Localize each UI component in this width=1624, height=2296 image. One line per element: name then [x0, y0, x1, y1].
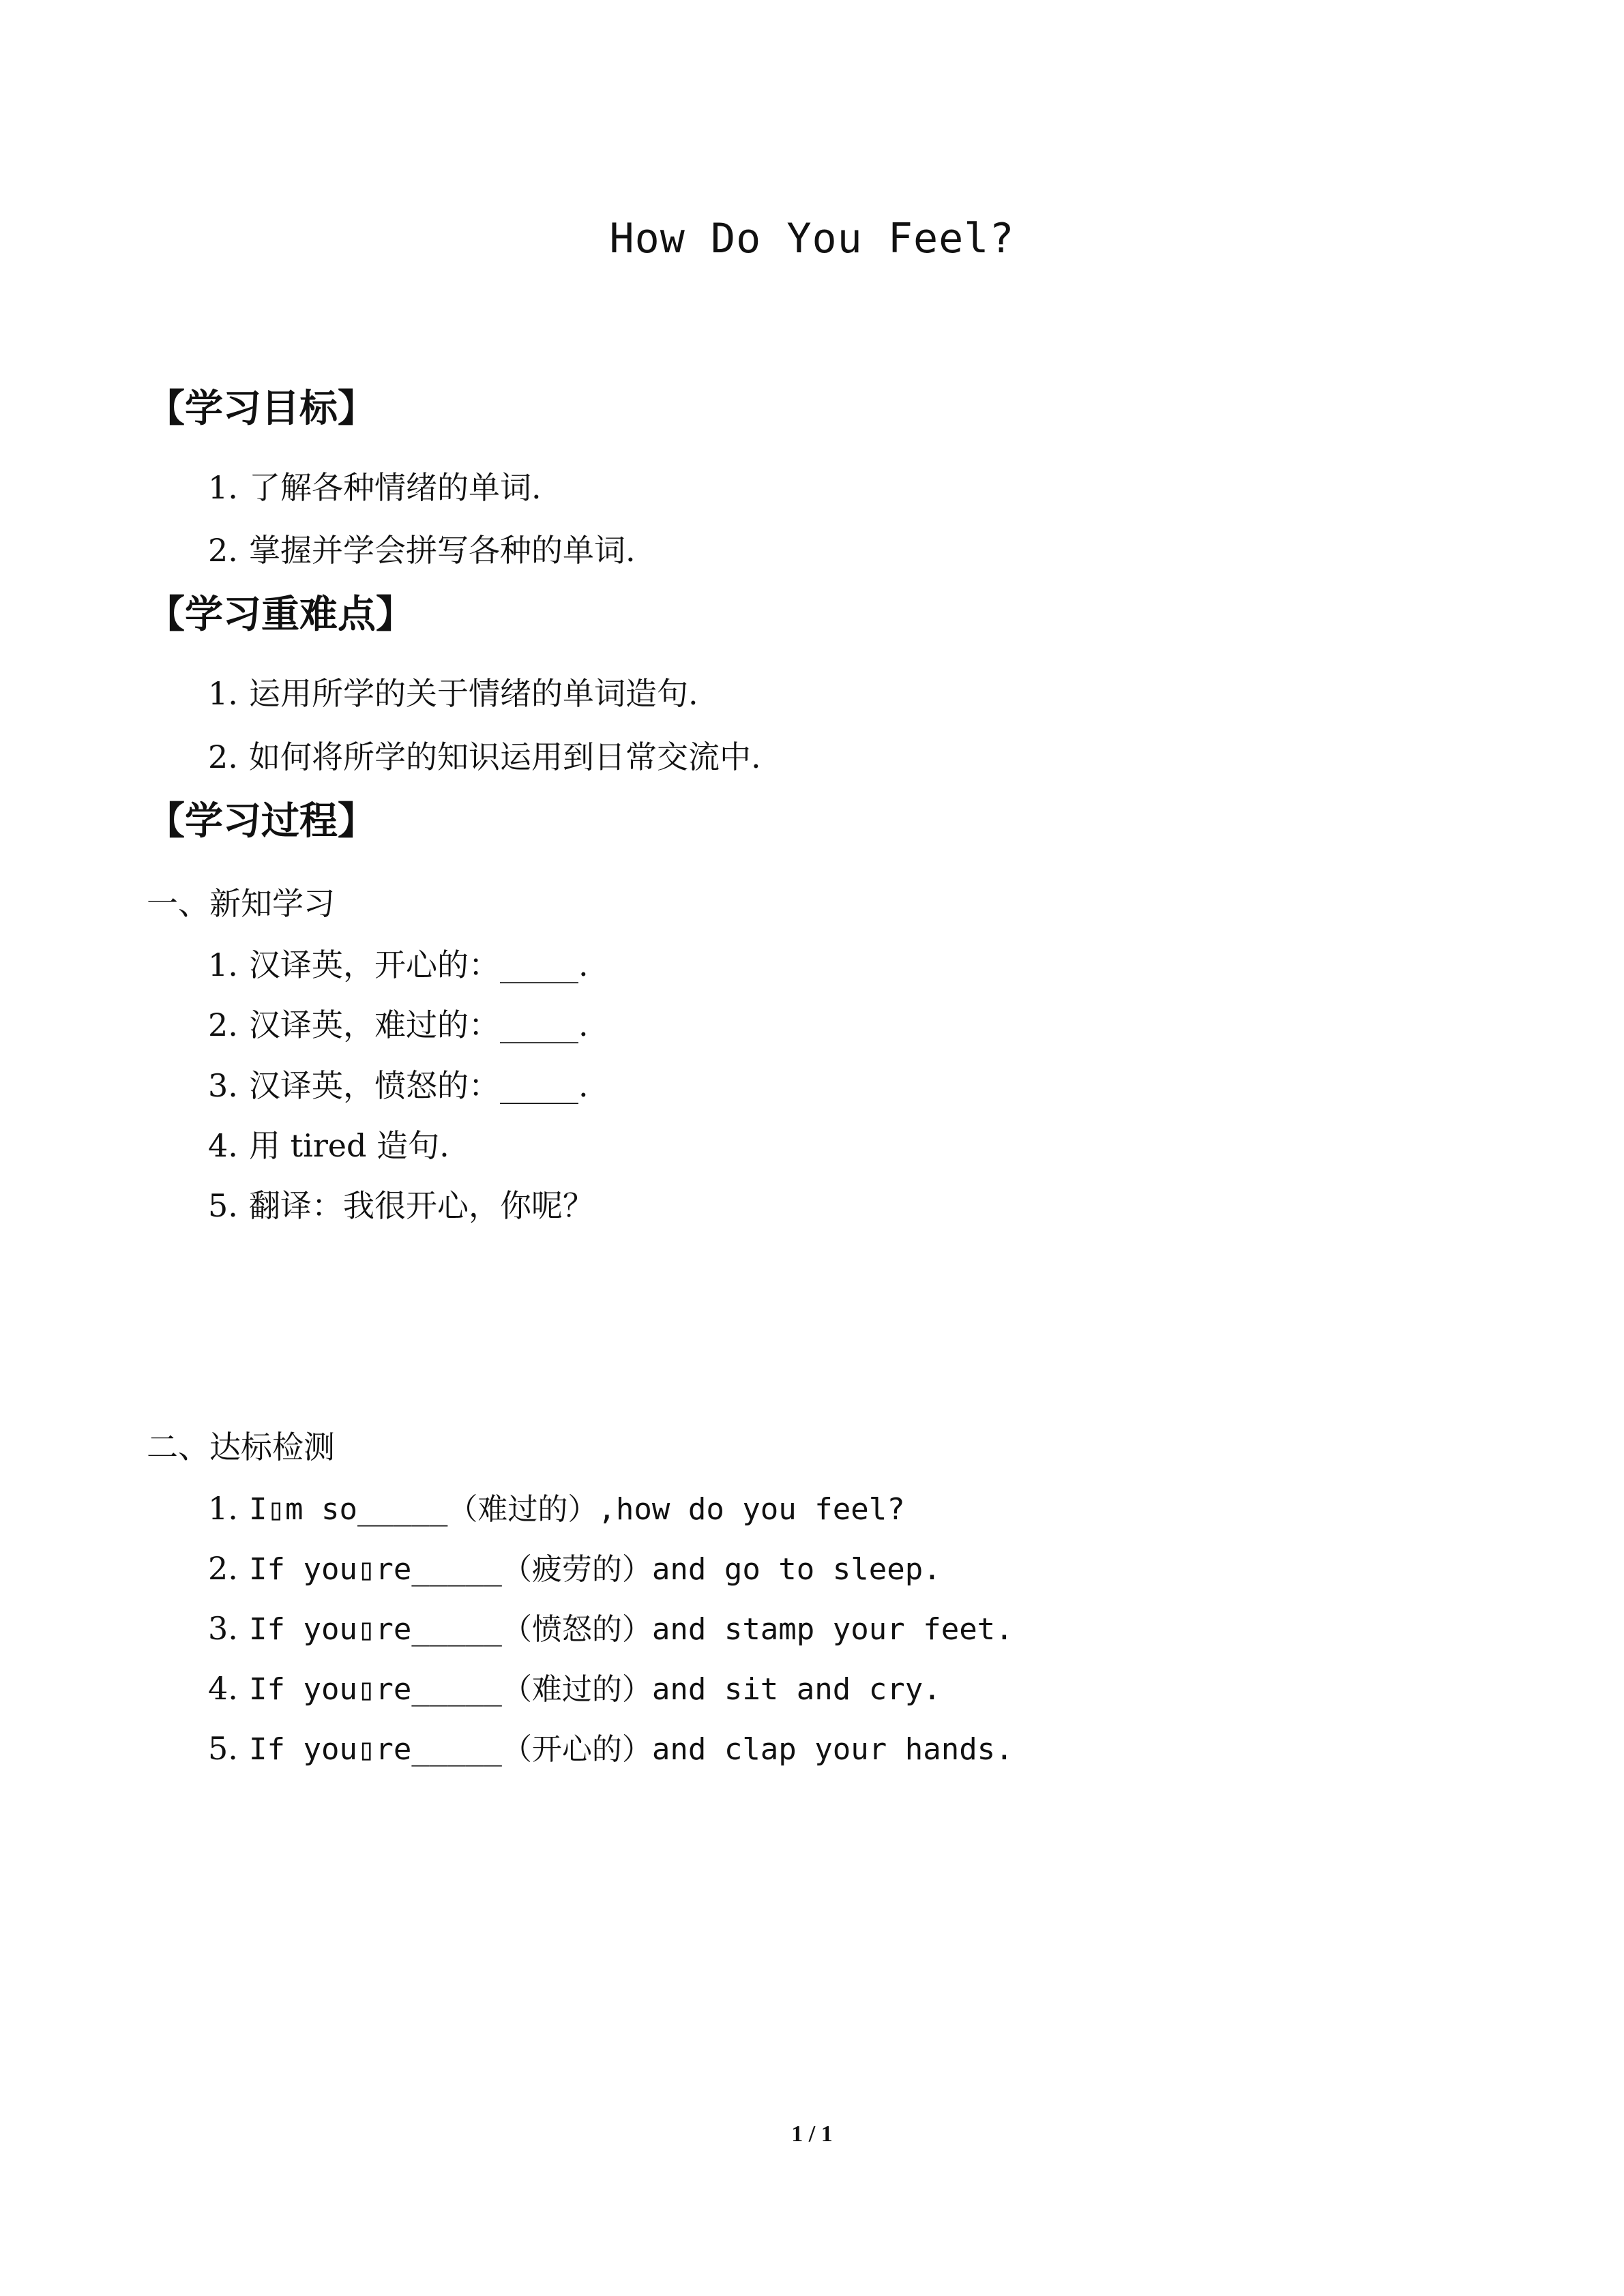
new-knowledge-item-2-text: 汉译英，难过的：_____. — [249, 1007, 589, 1043]
new-knowledge-item-4-number: 4. — [208, 1127, 238, 1164]
new-knowledge-item-1-number: 1. — [208, 946, 238, 983]
objectives-heading: 【学习目标】 — [147, 387, 376, 431]
key-point-item-1-text: 运用所学的关于情绪的单词造句. — [249, 675, 698, 712]
assessment-item-3 — [208, 1605, 1014, 1654]
new-knowledge-item-4-text: 用 tired 造句. — [249, 1127, 449, 1164]
document-title: How Do You Feel? — [609, 215, 1015, 263]
key-point-item-2-text: 如何将所学的知识运用到日常交流中. — [249, 739, 761, 775]
new-knowledge-item-4 — [208, 1122, 449, 1169]
new-knowledge-item-5-number: 5. — [208, 1187, 238, 1224]
objective-item-1-number: 1. — [208, 469, 238, 506]
assessment-item-1 — [208, 1485, 905, 1534]
objective-item-2 — [208, 526, 636, 574]
objective-item-1-text: 了解各种情绪的单词. — [249, 469, 542, 506]
new-knowledge-item-2 — [208, 1001, 589, 1049]
new-knowledge-item-1 — [208, 941, 589, 989]
assessment-item-4 — [208, 1665, 941, 1714]
key-point-item-2-number: 2. — [208, 739, 238, 775]
assessment-item-1-text: I▯m so_____（难过的）,how do you feel? — [249, 1492, 905, 1527]
process-heading: 【学习过程】 — [147, 799, 376, 844]
new-knowledge-item-1-text: 汉译英，开心的：_____. — [249, 946, 589, 983]
key-points-heading: 【学习重难点】 — [147, 593, 414, 637]
key-point-item-1 — [208, 670, 698, 717]
new-knowledge-item-5-text: 翻译：我很开心，你呢？ — [249, 1187, 594, 1224]
assessment-item-4-number: 4. — [208, 1670, 238, 1707]
assessment-item-3-number: 3. — [208, 1610, 238, 1647]
objective-item-1 — [208, 464, 542, 511]
assessment-item-2-text: If you▯re_____（疲劳的）and go to sleep. — [249, 1552, 941, 1587]
new-knowledge-section-label: 一、新知学习 — [147, 885, 335, 922]
assessment-section-label: 二、达标检测 — [147, 1429, 335, 1465]
objective-item-2-number: 2. — [208, 532, 238, 569]
assessment-item-2-number: 2. — [208, 1550, 238, 1587]
new-knowledge-item-3-text: 汉译英，愤怒的：_____. — [249, 1067, 589, 1104]
new-knowledge-item-3 — [208, 1062, 589, 1109]
assessment-item-5-number: 5. — [208, 1730, 238, 1767]
assessment-item-3-text: If you▯re_____（愤怒的）and stamp your feet. — [249, 1612, 1014, 1647]
new-knowledge-item-5 — [208, 1182, 594, 1229]
assessment-item-5-text: If you▯re_____（开心的）and clap your hands. — [249, 1732, 1014, 1767]
assessment-item-5 — [208, 1725, 1014, 1774]
assessment-item-2 — [208, 1545, 941, 1594]
assessment-item-4-text: If you▯re_____（难过的）and sit and cry. — [249, 1672, 941, 1707]
key-point-item-2 — [208, 733, 761, 781]
objective-item-2-text: 掌握并学会拼写各种的单词. — [249, 532, 636, 569]
page-number: 1 / 1 — [791, 2121, 833, 2147]
assessment-item-1-number: 1. — [208, 1490, 238, 1527]
key-point-item-1-number: 1. — [208, 675, 238, 712]
new-knowledge-item-3-number: 3. — [208, 1067, 238, 1104]
new-knowledge-item-2-number: 2. — [208, 1007, 238, 1043]
